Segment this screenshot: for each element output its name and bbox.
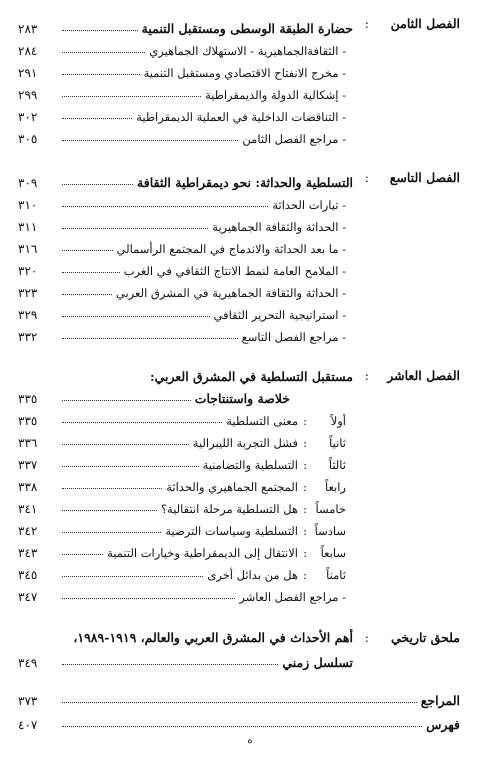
dot-leader: [62, 316, 210, 317]
page-number: ٣٠٩: [18, 176, 38, 190]
page-number: ٣٣٨: [18, 480, 38, 494]
chapter-title: التسلطية والحداثة: نحو ديمقراطية الثقافة: [137, 175, 353, 190]
toc-entry[interactable]: [18, 408, 346, 428]
appendix-subtitle: تسلسل زمني: [282, 655, 353, 670]
dot-leader: [62, 466, 199, 467]
entry-title: - مراجع الفصل العاشر: [239, 590, 346, 604]
dot-leader: [62, 184, 133, 185]
toc-entry[interactable]: [18, 430, 346, 450]
page-number: ٣٣٥: [18, 414, 38, 428]
dot-leader: [62, 444, 189, 445]
chapter-title-row[interactable]: [18, 170, 353, 190]
toc-entry[interactable]: [18, 324, 346, 344]
entry-ordinal: سابعاً: [320, 546, 346, 560]
dot-leader: [62, 422, 222, 423]
chapter-title-row: [60, 364, 353, 384]
dot-leader: [62, 702, 417, 703]
entry-separator: :: [303, 436, 307, 450]
page-number: ٢٨٤: [18, 44, 38, 58]
toc-entry[interactable]: [18, 192, 346, 212]
page-number: ٣١٠: [18, 198, 38, 212]
entry-title: هل التسلطية مرحلة انتقالية؟: [160, 502, 298, 516]
entry-separator: :: [303, 480, 307, 494]
dot-leader: [62, 664, 278, 665]
toc-entry[interactable]: [18, 540, 346, 560]
entry-title: هل من بدائل أخرى: [207, 568, 298, 582]
page-number: ٣٣٦: [18, 436, 38, 450]
page-number: ٣٢٠: [18, 264, 38, 278]
footer-page-number: ه: [247, 735, 253, 746]
entry-ordinal: أولاً: [330, 414, 346, 428]
page-number: ٣١١: [18, 220, 38, 234]
dot-leader: [62, 510, 157, 511]
dot-leader: [62, 532, 161, 533]
toc-entry[interactable]: [18, 60, 346, 80]
chapter-title: حضارة الطبقة الوسطى ومستقبل التنمية: [141, 21, 353, 36]
page-number: ٣١٦: [18, 242, 38, 256]
toc-entry[interactable]: [18, 584, 346, 604]
entry-ordinal: ثامناً: [326, 568, 346, 582]
references-entry[interactable]: [18, 688, 460, 708]
entry-separator: :: [303, 524, 307, 538]
entry-title: - ما بعد الحداثة والاندماج في المجتمع الرأسمالي: [116, 242, 346, 256]
entry-separator: :: [303, 546, 307, 560]
index-entry[interactable]: [18, 712, 460, 732]
dot-leader: [62, 272, 120, 273]
dot-leader: [62, 206, 268, 207]
appendix-colon: :: [364, 630, 369, 645]
entry-title: - مراجع الفصل التاسع: [241, 330, 346, 344]
chapter-label: الفصل العاشر: [387, 368, 460, 383]
dot-leader: [62, 96, 201, 97]
entry-ordinal: خامساً: [315, 502, 346, 516]
entry-title: معنى التسلطية: [226, 414, 298, 428]
page-number: ٣٣٧: [18, 458, 38, 472]
page-number: ٣٤٣: [18, 546, 38, 560]
appendix-subtitle-row[interactable]: [18, 650, 353, 670]
index-title: فهرس: [426, 717, 460, 732]
dot-leader: [62, 598, 235, 599]
dot-leader: [62, 400, 191, 401]
entry-title: - استراتيجية التحرير الثقافي: [213, 308, 346, 322]
page-number: ٣٢٩: [18, 308, 38, 322]
dot-leader: [62, 726, 422, 727]
chapter-label: الفصل التاسع: [389, 170, 460, 185]
entry-title: - إشكالية الدولة والديمقراطية: [205, 88, 346, 102]
entry-separator: :: [303, 458, 307, 472]
chapter-colon: :: [364, 16, 369, 31]
entry-title: - التناقضات الداخلية في العملية الديمقراطية: [136, 110, 346, 124]
toc-entry[interactable]: [18, 258, 346, 278]
dot-leader: [62, 74, 140, 75]
page-number: ٣٤٩: [18, 656, 38, 670]
toc-entry[interactable]: [18, 474, 346, 494]
toc-entry[interactable]: [18, 38, 346, 58]
entry-title: التسلطية والتضامنية: [202, 458, 298, 472]
toc-entry[interactable]: [18, 214, 346, 234]
entry-title: - الحداثة والثقافة الجماهيرية: [212, 220, 346, 234]
page-number: ٤٠٧: [18, 718, 38, 732]
dot-leader: [62, 554, 103, 555]
entry-title: الانتقال إلى الديمقراطية وخيارات التنمية: [107, 546, 298, 560]
page-number: ٢٨٣: [18, 22, 38, 36]
entry-title: - تيارات الحداثة: [272, 198, 346, 212]
page-number: ٣٠٢: [18, 110, 38, 124]
entry-title: فشل التجربة الليبرالية: [192, 436, 298, 450]
chapter-colon: :: [364, 368, 369, 383]
toc-entry[interactable]: [18, 82, 346, 102]
entry-separator: :: [303, 414, 307, 428]
chapter-colon: :: [364, 170, 369, 185]
page-number: ٣٠٥: [18, 132, 38, 146]
page-number: ٣٤٧: [18, 590, 38, 604]
toc-entry[interactable]: [18, 452, 346, 472]
dot-leader: [62, 294, 112, 295]
dot-leader: [62, 52, 145, 53]
chapter-label: الفصل الثامن: [390, 16, 460, 31]
entry-title: - الملامح العامة لنمط الانتاج الثقافي في الغرب: [123, 264, 346, 278]
dot-leader: [62, 250, 113, 251]
page-number: ٢٩١: [18, 66, 38, 80]
entry-separator: :: [303, 502, 307, 516]
toc-entry[interactable]: [18, 236, 346, 256]
toc-entry[interactable]: [18, 518, 346, 538]
page-number: ٣٣٢: [18, 330, 38, 344]
entry-ordinal: رابعاً: [324, 480, 346, 494]
appendix-title: أهم الأحداث في المشرق العربي والعالم، ١٩١٩-١٩٨٩،: [73, 630, 353, 645]
entry-ordinal: سادساً: [314, 524, 346, 538]
page-number: ٣٤٢: [18, 524, 38, 538]
entry-title: - الثقافةالجماهيرية - الاستهلاك الجماهيري: [149, 44, 346, 58]
dot-leader: [62, 228, 208, 229]
chapter-title-row[interactable]: [18, 16, 353, 36]
toc-entry[interactable]: [18, 562, 346, 582]
entry-title: المجتمع الجماهيري والحداثة: [166, 480, 298, 494]
appendix-label: ملحق تاريخي: [391, 630, 460, 645]
dot-leader: [62, 140, 238, 141]
references-title: المراجع: [420, 693, 460, 708]
page-number: ٣٧٣: [18, 694, 38, 708]
page-number: ٣٤٥: [18, 568, 38, 582]
chapter-subtitle-row[interactable]: [18, 386, 290, 406]
entry-ordinal: ثانياً: [329, 436, 346, 450]
toc-entry[interactable]: [18, 104, 346, 124]
entry-title: - مخرج الانفتاح الاقتصادي ومستقبل التنمية: [143, 66, 346, 80]
dot-leader: [62, 338, 238, 339]
chapter-title: مستقبل التسلطية في المشرق العربي:: [149, 369, 353, 384]
page-number: ٣٣٥: [18, 392, 38, 406]
entry-separator: :: [303, 568, 307, 582]
toc-entry[interactable]: [18, 302, 346, 322]
page-number: ٣٤١: [18, 502, 38, 516]
entry-title: - مراجع الفصل الثامن: [242, 132, 346, 146]
chapter-subtitle: خلاصة واستنتاجات: [194, 391, 290, 406]
dot-leader: [62, 30, 138, 31]
toc-entry[interactable]: [18, 280, 346, 300]
dot-leader: [62, 488, 162, 489]
entry-ordinal: ثالثاً: [328, 458, 346, 472]
entry-title: - الحداثة والثقافة الجماهيرية في المشرق العربي: [115, 286, 346, 300]
entry-title: التسلطية وسياسات الترضية: [165, 524, 298, 538]
page-number: ٣٢٣: [18, 286, 38, 300]
dot-leader: [62, 118, 132, 119]
dot-leader: [62, 576, 203, 577]
toc-entry[interactable]: [18, 126, 346, 146]
toc-entry[interactable]: [18, 496, 346, 516]
page-number: ٢٩٩: [18, 88, 38, 102]
